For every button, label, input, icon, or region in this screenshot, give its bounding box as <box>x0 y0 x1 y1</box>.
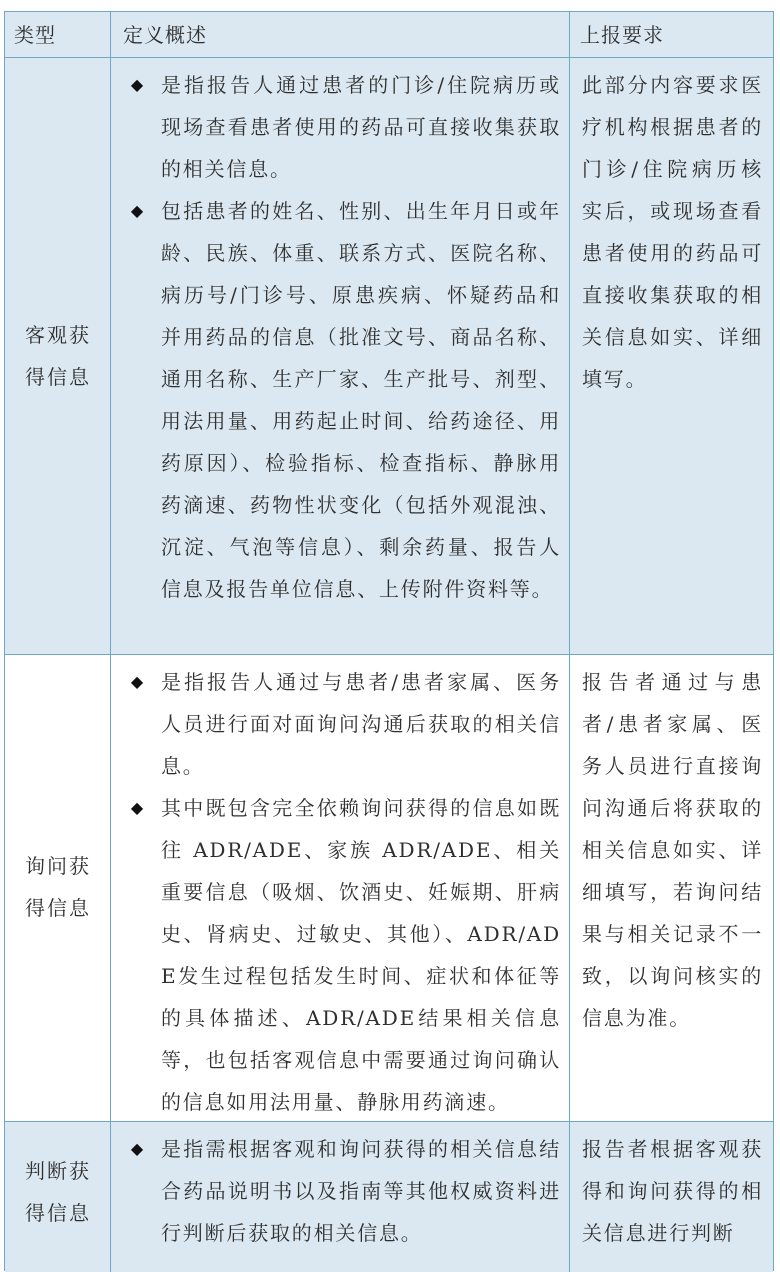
type-label: 询问获 得信息 <box>25 854 91 920</box>
diamond-bullet-icon: ◆ <box>130 75 144 94</box>
definition-cell <box>111 58 570 654</box>
requirement-text: 报告者通过与患者/患者家属、医务人员进行直接询问沟通后将获取的相关信息如实、详细填写，若询问结果与相关记录不一致，以询问核实的信息为准。 <box>582 670 763 1030</box>
diamond-bullet-icon: ◆ <box>130 798 144 817</box>
type-label: 客观获 得信息 <box>25 323 91 389</box>
definition-cell <box>111 655 570 1121</box>
header-cell-type <box>5 12 111 57</box>
header-definition-label: 定义概述 <box>123 23 207 47</box>
requirement-text: 报告者根据客观获得和询问获得的相关信息进行判断 <box>582 1137 763 1245</box>
list-item <box>125 64 561 190</box>
info-type-table <box>4 11 774 1271</box>
type-cell <box>5 58 111 654</box>
definition-bullet-list <box>125 64 561 610</box>
list-item <box>125 190 561 610</box>
bullet-text: 是指报告人通过与患者/患者家属、医务人员进行面对面询问沟通后获取的相关信息。 <box>161 670 561 778</box>
requirement-cell <box>570 655 773 1121</box>
diamond-bullet-icon: ◆ <box>130 201 144 220</box>
requirement-text: 此部分内容要求医疗机构根据患者的门诊/住院病历核实后，或现场查看患者使用的药品可直接收集获取的相关信息如实、详细填写。 <box>582 73 763 391</box>
type-cell <box>5 655 111 1121</box>
table-row <box>5 655 773 1122</box>
list-item <box>125 1128 561 1254</box>
type-label: 判断获 得信息 <box>25 1159 91 1225</box>
table-row <box>5 58 773 655</box>
header-cell-requirement <box>570 12 773 57</box>
bullet-text: 包括患者的姓名、性别、出生年月日或年龄、民族、体重、联系方式、医院名称、病历号/门诊号、原患疾病、怀疑药品和并用药品的信息（批准文号、商品名称、通用名称、生产厂家、生产批号、剂型、用法用量、用药起止时间、给药途径、用药原因）、检验指标、检查指标、静脉用药滴速、药物性状变化（包括外观混浊、沉淀、气泡等信息）、剩余药量、报告人信息及报告单位信息、上传附件资料等。 <box>161 199 561 601</box>
requirement-cell <box>570 58 773 654</box>
definition-bullet-list <box>125 661 561 1123</box>
definition-bullet-list <box>125 1128 561 1254</box>
diamond-bullet-icon: ◆ <box>130 1139 144 1158</box>
bullet-text: 是指报告人通过患者的门诊/住院病历或现场查看患者使用的药品可直接收集获取的相关信息。 <box>161 73 561 181</box>
header-type-label: 类型 <box>14 23 56 47</box>
list-item <box>125 787 561 1123</box>
bullet-text: 是指需根据客观和询问获得的相关信息结合药品说明书以及指南等其他权威资料进行判断后获取的相关信息。 <box>161 1137 561 1245</box>
table-header-row <box>5 12 773 58</box>
diamond-bullet-icon: ◆ <box>130 672 144 691</box>
header-requirement-label: 上报要求 <box>580 23 664 47</box>
bullet-text: 其中既包含完全依赖询问获得的信息如既往 ADR/ADE、家族 ADR/ADE、相关重要信息（吸烟、饮酒史、妊娠期、肝病史、肾病史、过敏史、其他）、ADR/ADE发生过程包括发生时间、症状和体征等的具体描述、ADR/ADE结果相关信息等，也包括客观信息中需要通过询问确认的信息如用法用量、静脉用药滴速。 <box>161 796 561 1114</box>
list-item <box>125 661 561 787</box>
header-cell-definition <box>111 12 570 57</box>
